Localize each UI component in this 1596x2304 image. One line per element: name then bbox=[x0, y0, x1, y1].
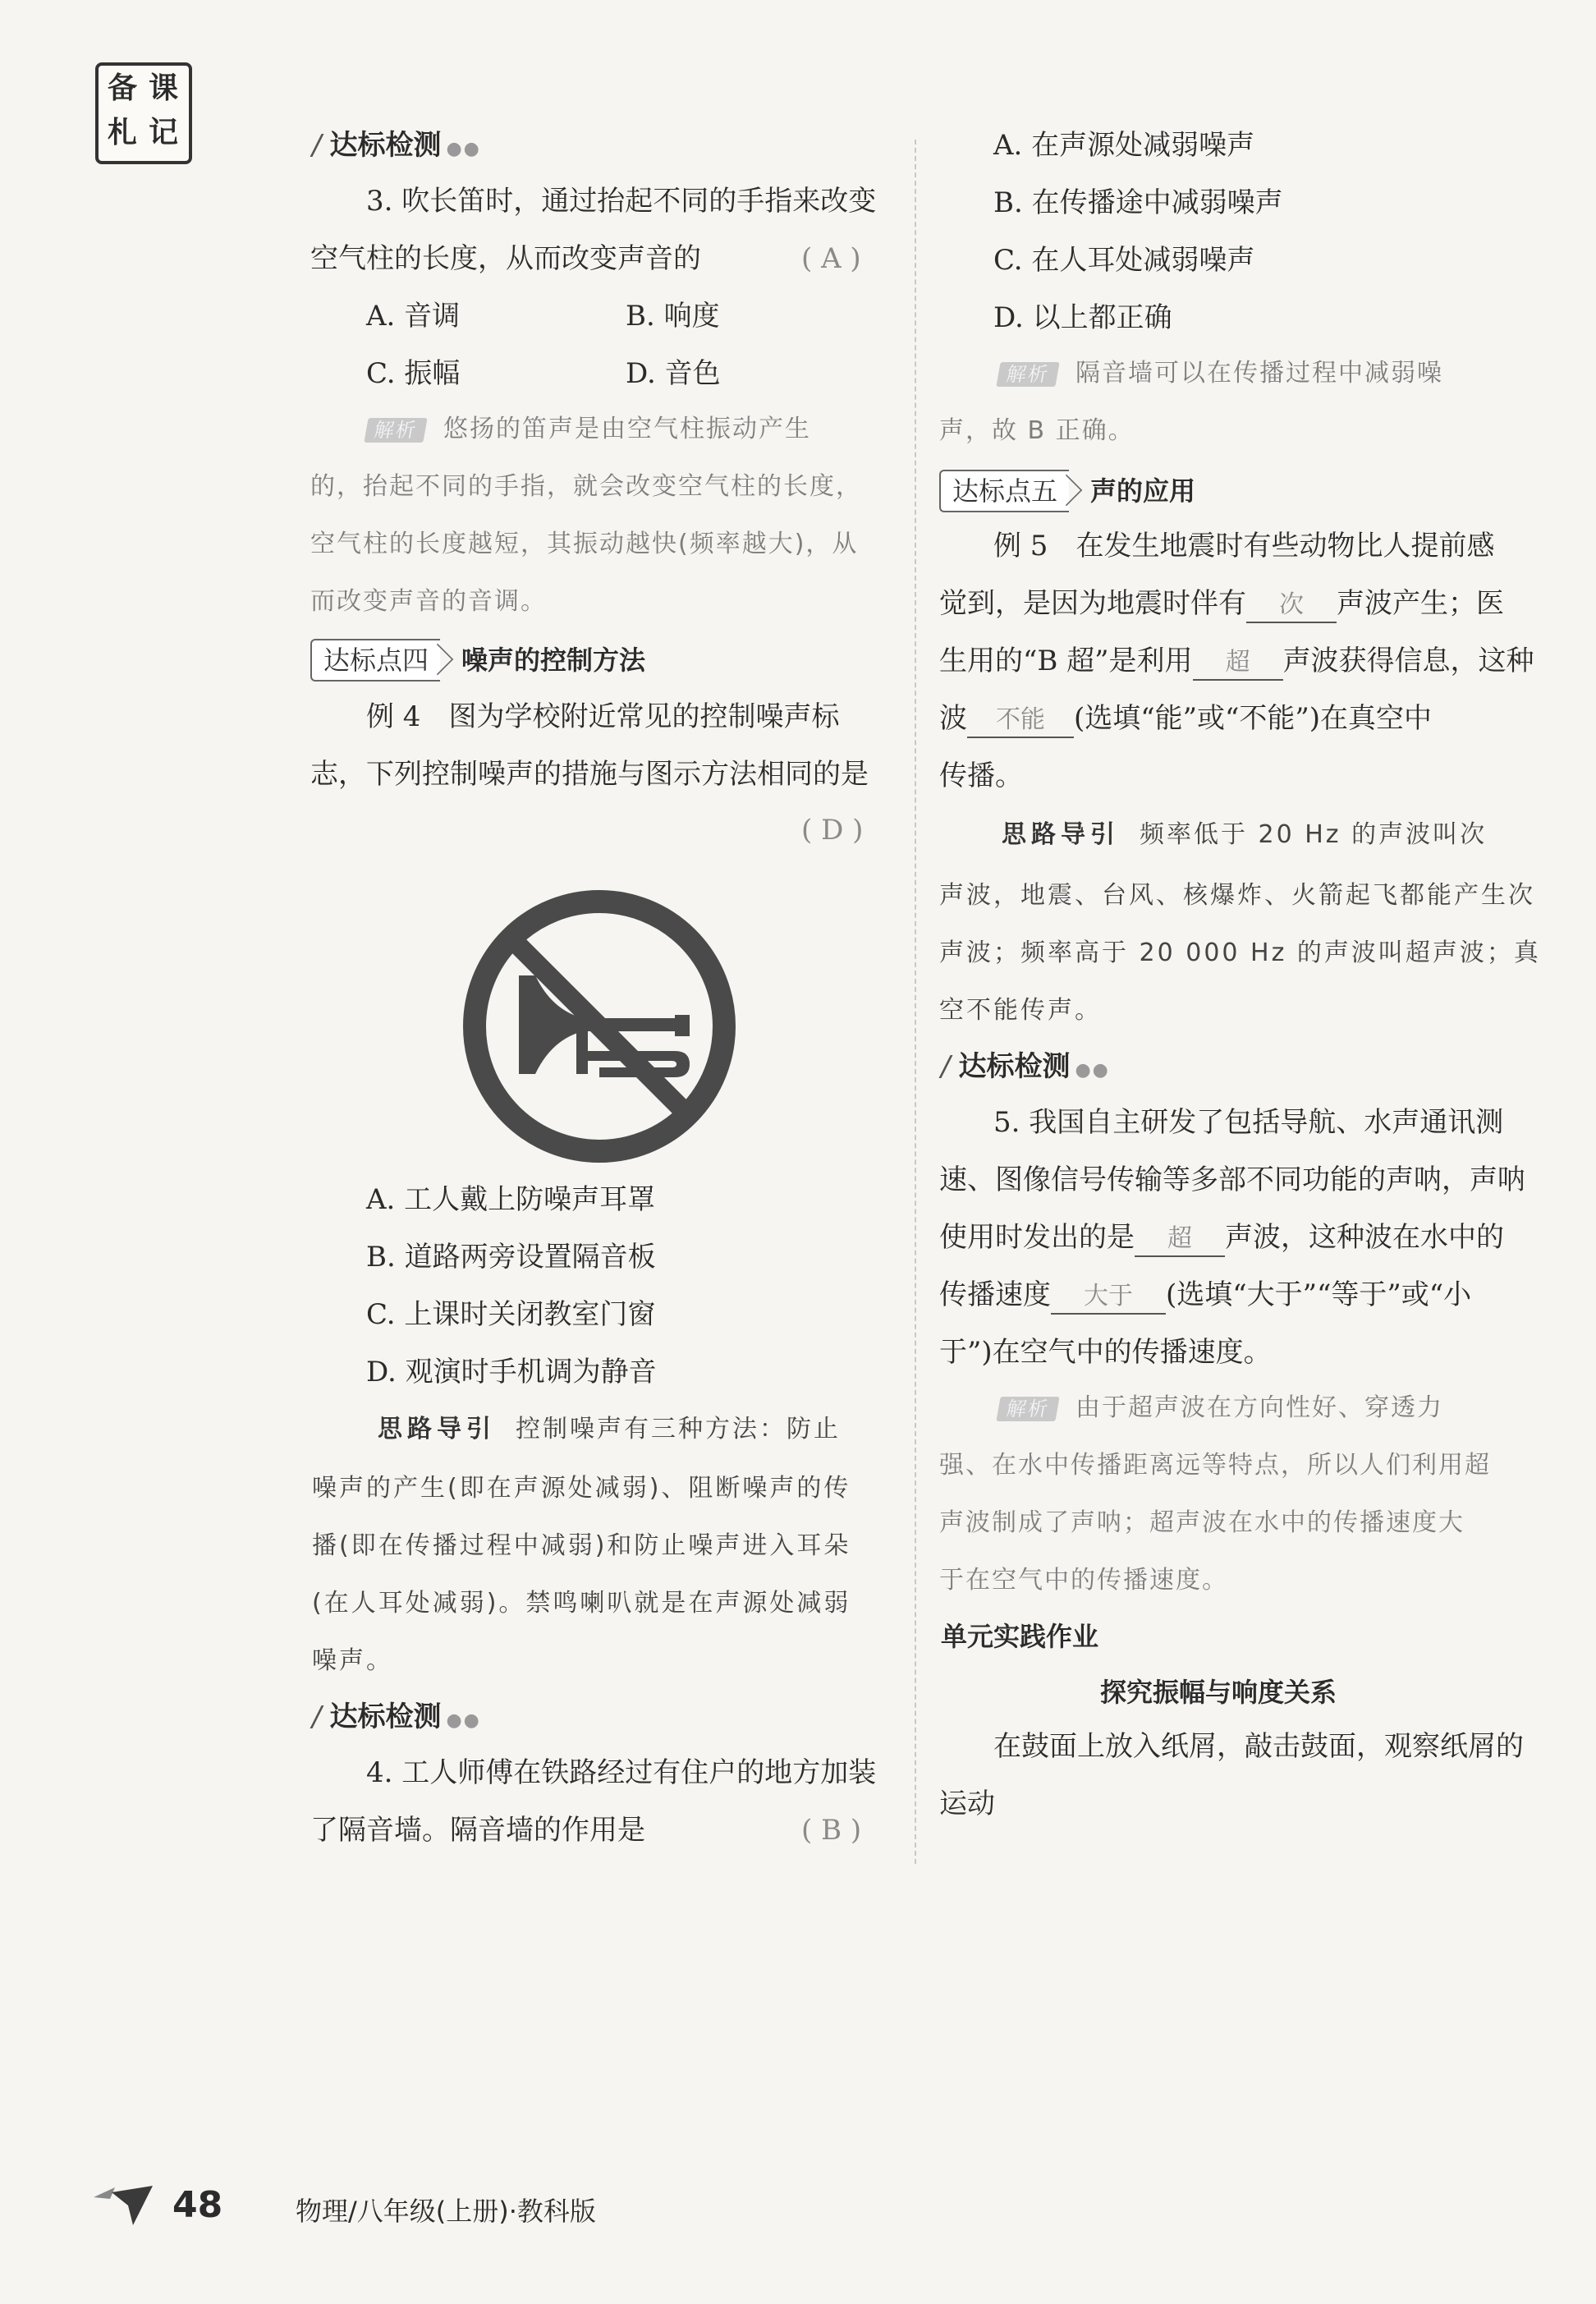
q5-explanation-3: 声波制成了声呐；超声波在水中的传播速度大 bbox=[939, 1508, 1465, 1537]
answer-blank: 超 bbox=[1193, 646, 1283, 681]
example-5-line-2 bbox=[939, 575, 1504, 632]
q3-line-1: 3. 吹长笛时，通过抬起不同的手指来改变 bbox=[366, 185, 877, 218]
analysis-badge: 解析 bbox=[364, 418, 427, 443]
check-heading-2: / 达标检测 ●● bbox=[312, 1700, 481, 1733]
example-5-line-1: 例 5 在发生地震时有些动物比人提前感 bbox=[993, 530, 1495, 562]
q5-text: 声波，这种波在水中的 bbox=[1225, 1221, 1504, 1254]
footer-ornament-icon bbox=[90, 2181, 156, 2227]
q4-option-c: C. 在人耳处减弱噪声 bbox=[993, 244, 1255, 277]
explore-title: 探究振幅与响度关系 bbox=[1100, 1677, 1337, 1708]
q3-option-a: A. 音调 bbox=[366, 300, 461, 333]
q5-explanation-4: 于在空气中的传播速度。 bbox=[939, 1566, 1228, 1595]
point-4-heading bbox=[310, 639, 645, 682]
guide-4-line-3: 播(即在传播过程中减弱)和防止噪声进入耳朵 bbox=[312, 1531, 851, 1560]
q3-explanation-3: 空气柱的长度越短，其振动越快(频率越大)，从 bbox=[310, 530, 859, 558]
explore-line-2: 运动 bbox=[939, 1788, 995, 1820]
q4-explanation-1 bbox=[998, 345, 1443, 402]
check-heading-3: / 达标检测 ●● bbox=[941, 1050, 1110, 1083]
q5-line-1: 5. 我国自主研发了包括导航、水声通讯测 bbox=[993, 1106, 1504, 1139]
stamp-char-4: 记 bbox=[148, 116, 178, 149]
answer-blank: 不能 bbox=[967, 704, 1074, 738]
point-5-title: 声的应用 bbox=[1090, 475, 1196, 507]
q5-line-2: 速、图像信号传输等多部不同功能的声呐，声呐 bbox=[939, 1163, 1525, 1196]
point-5-heading bbox=[939, 470, 1195, 512]
q4-answer: ( B ) bbox=[801, 1814, 862, 1847]
page-number: 48 bbox=[172, 2184, 223, 2226]
example-4-option-a: A. 工人戴上防噪声耳罩 bbox=[366, 1183, 656, 1216]
point-4-tag: 达标点四 bbox=[310, 639, 440, 682]
q5-text: 使用时发出的是 bbox=[939, 1221, 1135, 1254]
stamp-char-3: 札 bbox=[107, 116, 137, 149]
q4-explanation-2: 声，故 B 正确。 bbox=[939, 416, 1135, 445]
example-4-line-1: 例 4 图为学校附近常见的控制噪声标 bbox=[366, 700, 840, 733]
q3-answer: ( A ) bbox=[801, 242, 861, 275]
book-title: 物理/八年级(上册)·教科版 bbox=[296, 2196, 596, 2227]
column-divider bbox=[915, 140, 916, 1864]
q5-text: (选填“大于”“等于”或“小 bbox=[1166, 1278, 1472, 1311]
q3-explanation-4: 而改变声音的音调。 bbox=[310, 587, 547, 616]
q5-explanation-1 bbox=[998, 1379, 1443, 1437]
q3-line-2: 空气柱的长度，从而改变声音的 bbox=[310, 242, 701, 275]
q5-text: 传播速度 bbox=[939, 1278, 1051, 1311]
q3-option-d: D. 音色 bbox=[626, 357, 721, 390]
example-5-line-5: 传播。 bbox=[939, 760, 1023, 792]
q3-option-c: C. 振幅 bbox=[366, 357, 461, 390]
q3-option-b: B. 响度 bbox=[626, 300, 720, 333]
guide-5-line-2: 声波，地震、台风、核爆炸、火箭起飞都能产生次 bbox=[939, 881, 1535, 910]
point-4-title: 噪声的控制方法 bbox=[461, 645, 646, 676]
guide-5-line-4: 空不能传声。 bbox=[939, 996, 1102, 1025]
q5-explanation-text: 由于超声波在方向性好、穿透力 bbox=[1075, 1393, 1443, 1422]
guide-4-line-4: (在人耳处减弱)。禁鸣喇叭就是在声源处减弱 bbox=[312, 1589, 851, 1618]
example-4-line-2: 志，下列控制噪声的措施与图示方法相同的是 bbox=[310, 758, 869, 791]
point-5-tag: 达标点五 bbox=[939, 470, 1069, 512]
check-heading-text: 达标检测 bbox=[329, 129, 442, 162]
q4-line-2: 了隔音墙。隔音墙的作用是 bbox=[310, 1814, 645, 1847]
guide-4-line-2: 噪声的产生(即在声源处减弱)、阻断噪声的传 bbox=[312, 1474, 851, 1503]
q5-explanation-2: 强、在水中传播距离远等特点，所以人们利用超 bbox=[939, 1451, 1491, 1480]
q3-explanation-text: 悠扬的笛声是由空气柱振动产生 bbox=[443, 415, 811, 443]
q4-explanation-text: 隔音墙可以在传播过程中减弱噪 bbox=[1075, 359, 1443, 388]
answer-blank: 次 bbox=[1246, 589, 1337, 623]
analysis-badge: 解析 bbox=[996, 1397, 1059, 1421]
example-4-answer: ( D ) bbox=[801, 814, 864, 847]
guide-5-text: 频率低于 20 Hz 的声波叫次 bbox=[1140, 820, 1488, 849]
check-heading-text: 达标检测 bbox=[329, 1700, 442, 1733]
guide-5-line-3: 声波；频率高于 20 000 Hz 的声波叫超声波；真 bbox=[939, 939, 1541, 967]
answer-blank: 超 bbox=[1135, 1223, 1225, 1257]
example-5-text: 觉到，是因为地震时伴有 bbox=[939, 587, 1246, 620]
no-horn-icon bbox=[460, 887, 739, 1166]
q4-line-1: 4. 工人师傅在铁路经过有住户的地方加装 bbox=[366, 1756, 877, 1789]
example-4-option-c: C. 上课时关闭教室门窗 bbox=[366, 1298, 656, 1331]
guide-label: 思路导引 bbox=[378, 1415, 496, 1443]
q4-option-d: D. 以上都正确 bbox=[993, 301, 1172, 334]
guide-5-line-1 bbox=[1002, 806, 1487, 864]
example-5-text: 声波产生；医 bbox=[1337, 587, 1504, 620]
check-heading-text: 达标检测 bbox=[958, 1050, 1071, 1083]
unit-practice-title: 单元实践作业 bbox=[941, 1621, 1099, 1652]
guide-4-line-5: 噪声。 bbox=[312, 1646, 393, 1675]
example-5-text: (选填“能”或“不能”)在真空中 bbox=[1074, 702, 1433, 735]
guide-4-line-1 bbox=[378, 1401, 841, 1458]
q5-line-5: 于”)在空气中的传播速度。 bbox=[939, 1336, 1272, 1369]
example-5-line-4 bbox=[939, 690, 1432, 747]
guide-4-text: 控制噪声有三种方法：防止 bbox=[516, 1415, 841, 1443]
note-stamp bbox=[95, 62, 192, 164]
q3-explanation-1 bbox=[366, 401, 811, 458]
check-heading-1: / 达标检测 ●● bbox=[312, 129, 481, 162]
q4-option-b: B. 在传播途中减弱噪声 bbox=[993, 186, 1283, 219]
guide-label: 思路导引 bbox=[1002, 820, 1120, 849]
q5-line-3 bbox=[939, 1209, 1504, 1266]
q5-line-4 bbox=[939, 1266, 1471, 1324]
example-5-text: 生用的“B 超”是利用 bbox=[939, 645, 1193, 677]
explore-line-1: 在鼓面上放入纸屑，敲击鼓面，观察纸屑的 bbox=[993, 1730, 1524, 1763]
q4-option-a: A. 在声源处减弱噪声 bbox=[993, 129, 1255, 162]
example-4-option-b: B. 道路两旁设置隔音板 bbox=[366, 1241, 656, 1274]
stamp-char-1: 备 bbox=[107, 71, 137, 105]
example-4-option-d: D. 观演时手机调为静音 bbox=[366, 1356, 657, 1388]
stamp-char-2: 课 bbox=[148, 71, 178, 105]
example-5-line-3 bbox=[939, 632, 1534, 690]
q3-explanation-2: 的，抬起不同的手指，就会改变空气柱的长度， bbox=[310, 472, 862, 501]
answer-blank: 大于 bbox=[1051, 1280, 1166, 1315]
example-5-text: 波 bbox=[939, 702, 967, 735]
example-5-text: 声波获得信息，这种 bbox=[1282, 645, 1534, 677]
analysis-badge: 解析 bbox=[996, 362, 1059, 387]
